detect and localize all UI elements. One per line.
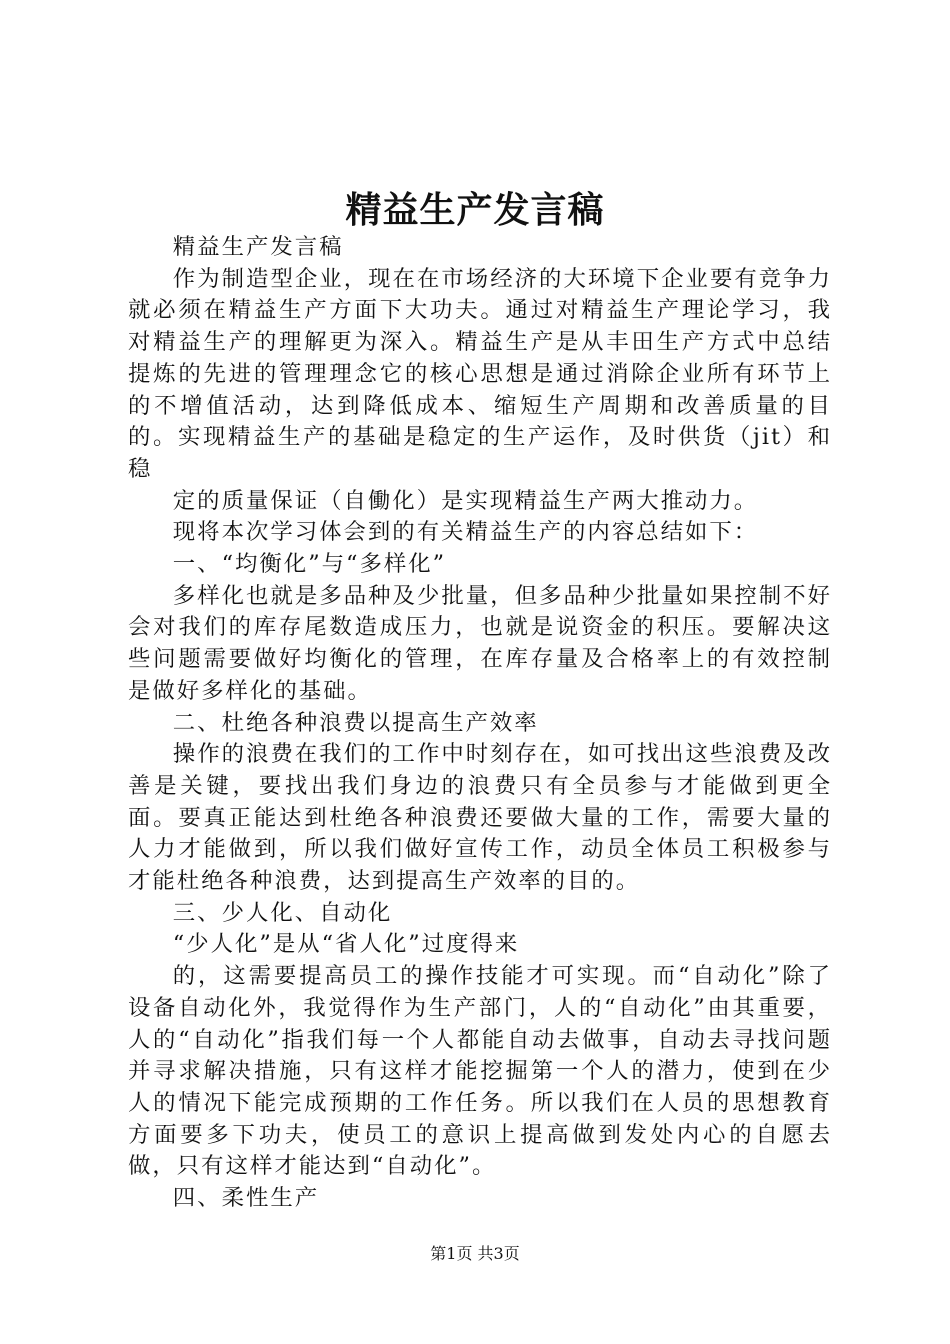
paragraph-section-3: 的，这需要提高员工的操作技能才可实现。而“自动化”除了设备自动化外，我觉得作为生产部门，人的“自动化”由其重要，人的“自动化”指我们每一个人都能自动去做事，自动去寻找问题并寻求解决措施，只有这样才能挖掘第一个人的潜力，使到在少人的情况下能完成预期的工作任务。所以我们在人员的思想教育方面要多下功夫，使员工的意识上提高做到发处内心的自愿去做，只有这样才能达到“自动化”。 [128, 963, 832, 1180]
section-heading-1: 一、“均衡化”与“多样化” [172, 551, 447, 578]
paragraph-subtitle: 精益生产发言稿 [172, 234, 344, 260]
paragraph-section-3-lead: “少人化”是从“省人化”过度得来 [172, 931, 520, 958]
document-body [128, 232, 832, 1215]
paragraph-intro-continued: 定的质量保证（自働化）是实现精益生产两大推动力。 [172, 487, 759, 514]
paragraph-section-2: 操作的浪费在我们的工作中时刻存在，如可找出这些浪费及改善是关键，要找出我们身边的浪费只有全员参与才能做到更全面。要真正能达到杜绝各种浪费还要做大量的工作，需要大量的人力才能做到，所以我们做好宣传工作，动员全体员工积极参与才能杜绝各种浪费，达到提高生产效率的目的。 [128, 741, 832, 895]
section-heading-2: 二、杜绝各种浪费以提高生产效率 [172, 709, 539, 736]
paragraph-summary-lead: 现将本次学习体会到的有关精益生产的内容总结如下： [172, 519, 759, 546]
section-heading-3: 三、少人化、自动化 [172, 899, 393, 926]
paragraph-section-1: 多样化也就是多品种及少批量，但多品种少批量如果控制不好会对我们的库存尾数造成压力，也就是说资金的积压。要解决这些问题需要做好均衡化的管理，在库存量及合格率上的有效控制是做好多样化的基础。 [128, 582, 832, 704]
page-number-footer: 第1页 共3页 [430, 1244, 520, 1263]
document-title: 精益生产发言稿 [345, 189, 605, 231]
section-heading-4: 四、柔性生产 [172, 1185, 320, 1212]
paragraph-intro: 作为制造型企业，现在在市场经济的大环境下企业要有竞争力就必须在精益生产方面下大功夫。通过对精益生产理论学习，我对精益生产的理解更为深入。精益生产是从丰田生产方式中总结提炼的先进的管理理念它的核心思想是通过消除企业所有环节上的不增值活动，达到降低成本、缩短生产周期和改善质量的目的。实现精益生产的基础是稳定的生产运作，及时供货（jit）和稳 [128, 265, 832, 482]
